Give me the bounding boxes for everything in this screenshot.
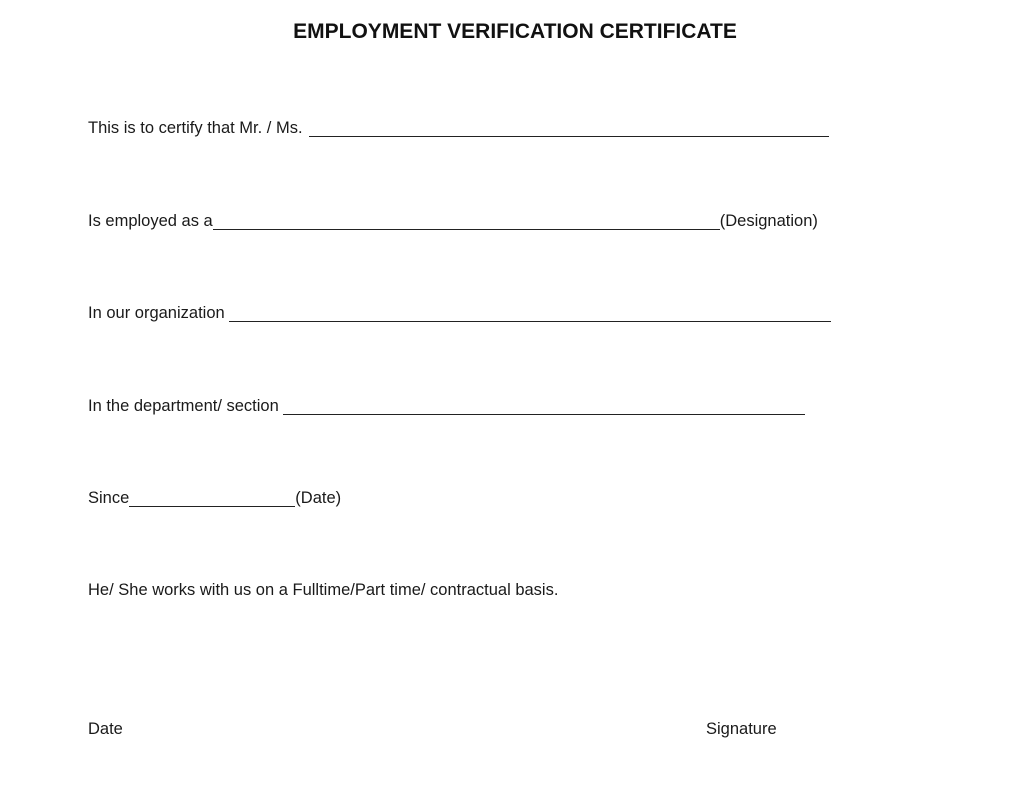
designation-label: Is employed as a: [88, 212, 213, 230]
since-suffix: (Date): [295, 489, 342, 507]
certify-line: [88, 117, 829, 139]
designation-line: [88, 210, 818, 232]
date-label: Date: [88, 720, 123, 738]
organization-field[interactable]: [229, 303, 831, 322]
organization-line: [88, 302, 831, 324]
since-date-field[interactable]: [129, 488, 295, 507]
organization-label: In our organization: [88, 304, 225, 322]
department-field[interactable]: [283, 396, 805, 415]
department-line: [88, 395, 805, 417]
document-title: EMPLOYMENT VERIFICATION CERTIFICATE: [293, 20, 737, 43]
employment-basis-text: He/ She works with us on a Fulltime/Part time/ contractual basis.: [88, 581, 559, 599]
since-line: [88, 487, 341, 509]
employment-basis-line: [88, 579, 558, 601]
since-label: Since: [88, 489, 130, 507]
signature-label: Signature: [706, 720, 777, 738]
certify-label: This is to certify that Mr. / Ms.: [88, 119, 303, 137]
designation-suffix: (Designation): [719, 212, 818, 230]
department-label: In the department/ section: [88, 397, 279, 415]
employee-name-field[interactable]: [309, 118, 829, 137]
designation-field[interactable]: [213, 211, 720, 230]
